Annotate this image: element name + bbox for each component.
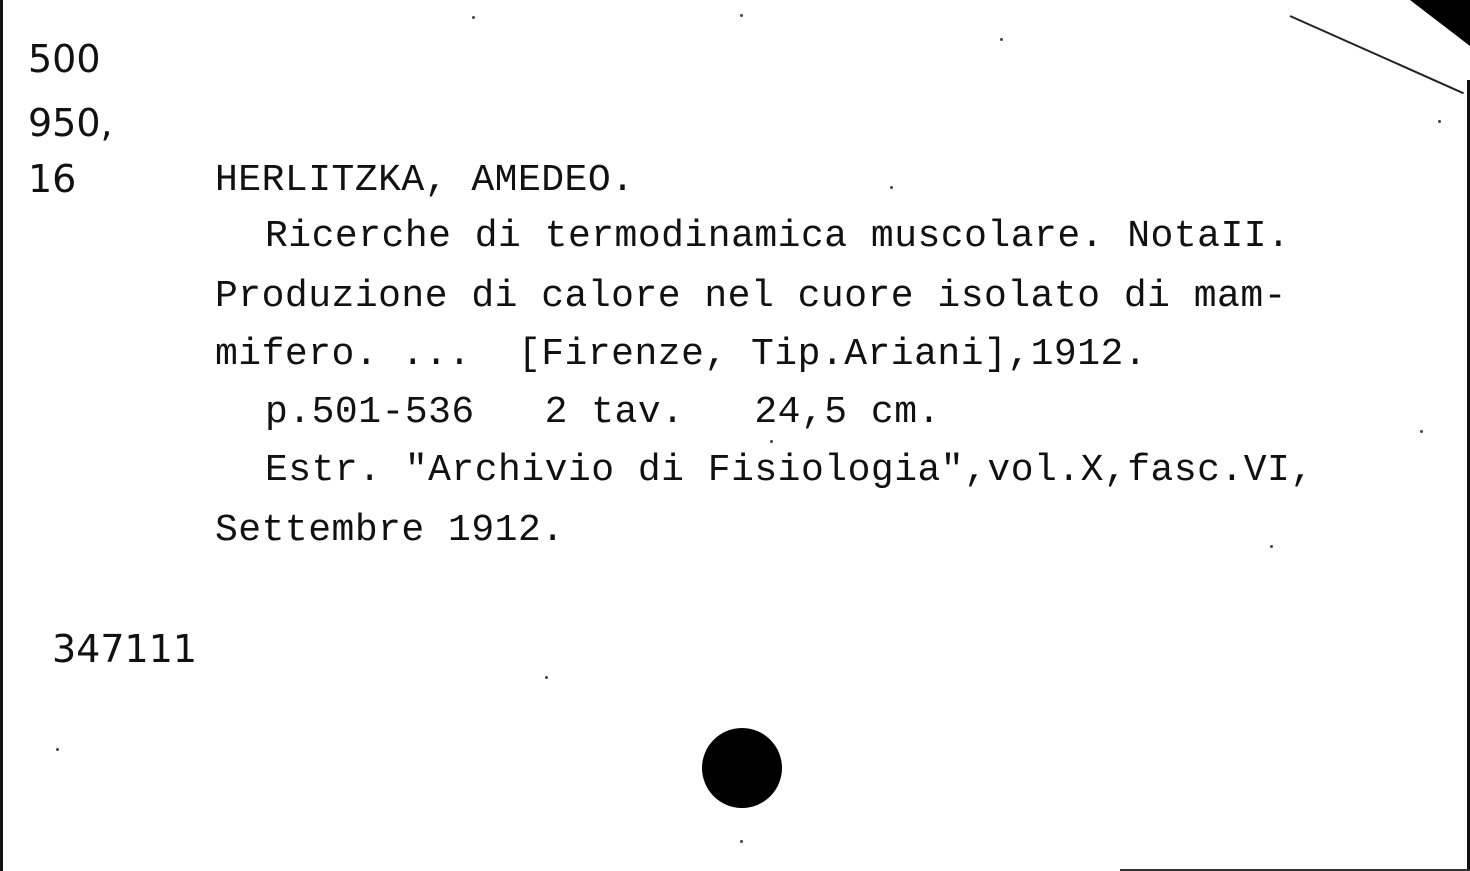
- card-left-edge: [0, 0, 3, 871]
- speck: [890, 186, 893, 189]
- speck: [56, 748, 59, 751]
- speck: [545, 676, 548, 679]
- title-line-3: mifero. ... [Firenze, Tip.Ariani],1912.: [215, 333, 1148, 376]
- corner-mark: [1410, 0, 1470, 46]
- speck: [472, 16, 475, 19]
- title-line-1: Ricerche di termodinamica muscolare. NotaII.: [265, 215, 1291, 258]
- call-number-line-3: 16: [28, 157, 77, 201]
- note-line-1: Estr. "Archivio di Fisiologia",vol.X,fasc.VI,: [265, 449, 1314, 492]
- speck: [770, 440, 773, 443]
- speck: [740, 840, 743, 843]
- accession-number: 347111: [52, 627, 198, 671]
- speck: [1438, 120, 1441, 123]
- author-heading: HERLITZKA, AMEDEO.: [215, 159, 635, 202]
- call-number-line-2: 950,: [28, 101, 113, 145]
- title-line-2: Produzione di calore nel cuore isolato di mam-: [215, 275, 1287, 318]
- call-number-line-1: 500: [28, 37, 101, 81]
- speck: [740, 14, 743, 17]
- speck: [1420, 430, 1423, 433]
- punch-hole: [702, 728, 782, 808]
- speck: [1270, 545, 1273, 548]
- note-line-2: Settembre 1912.: [215, 509, 565, 552]
- collation-line: p.501-536 2 tav. 24,5 cm.: [265, 391, 941, 434]
- speck: [1000, 38, 1003, 41]
